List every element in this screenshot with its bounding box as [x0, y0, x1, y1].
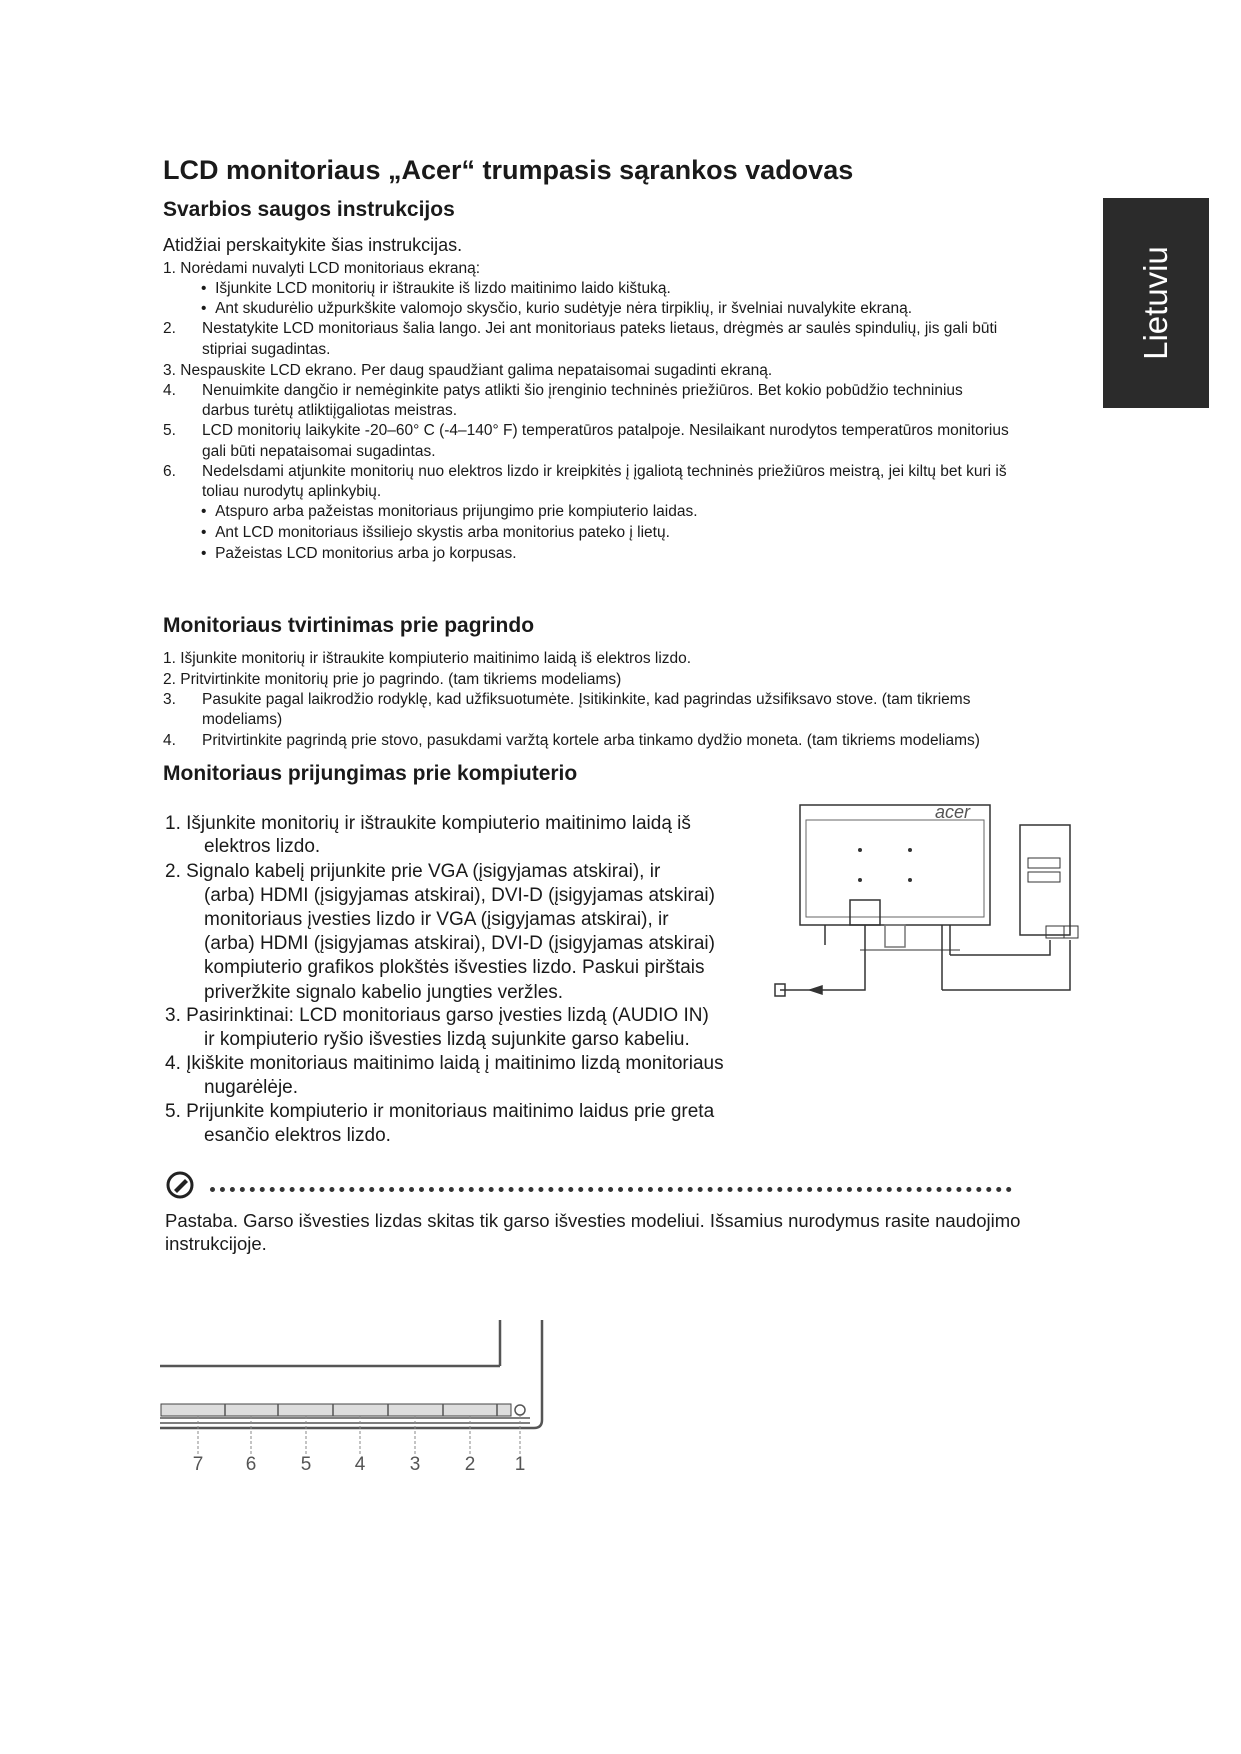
list-item-text: elektros lizdo.: [204, 836, 321, 857]
list-item: 2.: [163, 320, 176, 337]
mounting-heading: Monitoriaus tvirtinimas prie pagrindo: [163, 614, 535, 637]
list-item: • Išjunkite LCD monitorių ir ištraukite iš lizdo maitinimo laido kištuką.: [201, 280, 671, 297]
list-item-text: priveržkite signalo kabelio jungties veržles.: [204, 982, 564, 1003]
safety-intro: Atidžiai perskaitykite šias instrukcijas.: [163, 235, 463, 255]
note-icon: [165, 1170, 199, 1200]
list-item-text: Nenuimkite dangčio ir nemėginkite patys atlikti šio įrenginio techninės priežiūros. Bet kokio pobūdžio techninius: [202, 382, 963, 399]
list-item: 2. Pritvirtinkite monitorių prie jo pagrindo. (tam tikriems modeliams): [163, 671, 622, 688]
note-line: instrukcijoje.: [165, 1233, 267, 1254]
note-text: [165, 1209, 1095, 1255]
list-item-text: stipriai sugadintas.: [202, 341, 331, 358]
list-item: • Pažeistas LCD monitorius arba jo korpusas.: [201, 545, 517, 562]
safety-heading: Svarbios saugos instrukcijos: [163, 198, 455, 221]
buttons-diagram: [155, 1320, 555, 1480]
list-item-text: darbus turėtų atliktiįgaliotas meistras.: [202, 402, 458, 419]
list-item: • Ant LCD monitoriaus išsiliejo skystis arba monitorius pateko į lietų.: [201, 524, 670, 541]
list-item: 1. Norėdami nuvalyti LCD monitoriaus ekraną:: [163, 260, 481, 277]
list-item: 2. Signalo kabelį prijunkite prie VGA (įsigyjamas atskirai), ir: [165, 861, 661, 882]
connecting-list: [165, 812, 765, 1152]
monitor-port-block: [850, 900, 880, 925]
button-label-2: 2: [464, 1454, 476, 1475]
list-item: • Ant skudurėlio užpurkškite valomojo skysčio, kurio sudėtyje nėra tirpiklių, ir švelniai nuvalykite ekraną.: [201, 300, 913, 317]
connecting-heading: Monitoriaus prijungimas prie kompiuterio: [163, 762, 578, 785]
list-item-text: LCD monitorių laikykite -20–60° C (-4–140° F) temperatūros patalpoje. Nesilaikant nurodytos temperatūros monitorius: [202, 422, 1009, 439]
list-item-text: (arba) HDMI (įsigyjamas atskirai), DVI-D (įsigyjamas atskirai): [204, 885, 715, 906]
language-tab: [1103, 198, 1209, 408]
list-item-text: Nestatykite LCD monitoriaus šalia lango. Jei ant monitoriaus pateks lietaus, drėgmės ar saulės spindulių, jis gali būti: [202, 320, 998, 337]
list-item: 3. Nespauskite LCD ekrano. Per daug spaudžiant galima nepataisomai sugadinti ekraną.: [163, 362, 773, 379]
button-label-6: 6: [245, 1454, 257, 1475]
button-label-3: 3: [409, 1454, 421, 1475]
power-button-icon: [515, 1405, 525, 1415]
list-item: 5. Prijunkite kompiuterio ir monitoriaus maitinimo laidus prie greta: [165, 1101, 715, 1122]
list-item-text: toliau nurodytų aplinkybių.: [202, 483, 382, 500]
list-item-text: modeliams): [202, 711, 283, 728]
list-item: 1. Išjunkite monitorių ir ištraukite kompiuterio maitinimo laidą iš: [165, 813, 691, 834]
diagram-brand-label: acer: [935, 802, 971, 822]
button-label-1: 1: [514, 1454, 526, 1475]
list-item-text: monitoriaus įvesties lizdo ir VGA (įsigyjamas atskirai), ir: [204, 909, 669, 930]
monitor-back-outline: [800, 805, 990, 925]
safety-list: [163, 259, 1093, 569]
list-item-text: gali būti nepataisomai sugadintas.: [202, 443, 436, 460]
list-item: 4.: [163, 382, 176, 399]
list-item: 3. Pasirinktinai: LCD monitoriaus garso įvesties lizdą (AUDIO IN): [165, 1005, 709, 1026]
list-item-text: nugarėlėje.: [204, 1077, 299, 1098]
language-tab-label: Lietuviu: [1137, 246, 1174, 360]
list-item-text: kompiuterio grafikos plokštės išvesties lizdo. Paskui pirštais: [204, 957, 705, 978]
list-item-text: Nedelsdami atjunkite monitorių nuo elektros lizdo ir kreipkitės į įgaliotą techninės priežiūros meistrą, jei kiltų bet kuri iš: [202, 463, 1007, 480]
list-item: 1. Išjunkite monitorių ir ištraukite kompiuterio maitinimo laidą iš elektros lizdo.: [163, 650, 692, 667]
list-item-text: esančio elektros lizdo.: [204, 1125, 391, 1146]
list-item: • Atspuro arba pažeistas monitoriaus prijungimo prie kompiuterio laidas.: [201, 503, 698, 520]
button-label-5: 5: [300, 1454, 312, 1475]
mounting-list: [163, 649, 1093, 759]
list-item: 5.: [163, 422, 176, 439]
button-label-7: 7: [192, 1454, 204, 1475]
list-item: 6.: [163, 463, 176, 480]
note-line: Pastaba. Garso išvesties lizdas skitas tik garso išvesties modeliui. Išsamius nurodymus rasite naudojimo: [165, 1210, 1021, 1231]
list-item-text: ir kompiuterio ryšio išvesties lizdą sujunkite garso kabeliu.: [204, 1029, 690, 1050]
list-item-text: Pritvirtinkite pagrindą prie stovo, pasukdami varžtą kortele arba tinkamo dydžio moneta. (tam tikriems modeliams): [202, 732, 980, 749]
list-item: 4.: [163, 732, 176, 749]
connection-diagram: [770, 800, 1110, 1020]
list-item: 3.: [163, 691, 176, 708]
list-item-text: Pasukite pagal laikrodžio rodyklę, kad užfiksuotumėte. Įsitikinkite, kad pagrindas užsifiksavo stove. (tam tikriems: [202, 691, 971, 708]
button-label-4: 4: [354, 1454, 366, 1475]
list-item: 4. Įkiškite monitoriaus maitinimo laidą į maitinimo lizdą monitoriaus: [165, 1053, 724, 1074]
page-title: LCD monitoriaus „Acer“ trumpasis sąrankos vadovas: [163, 155, 854, 185]
note-divider: [210, 1187, 1012, 1192]
list-item-text: (arba) HDMI (įsigyjamas atskirai), DVI-D (įsigyjamas atskirai): [204, 933, 715, 954]
